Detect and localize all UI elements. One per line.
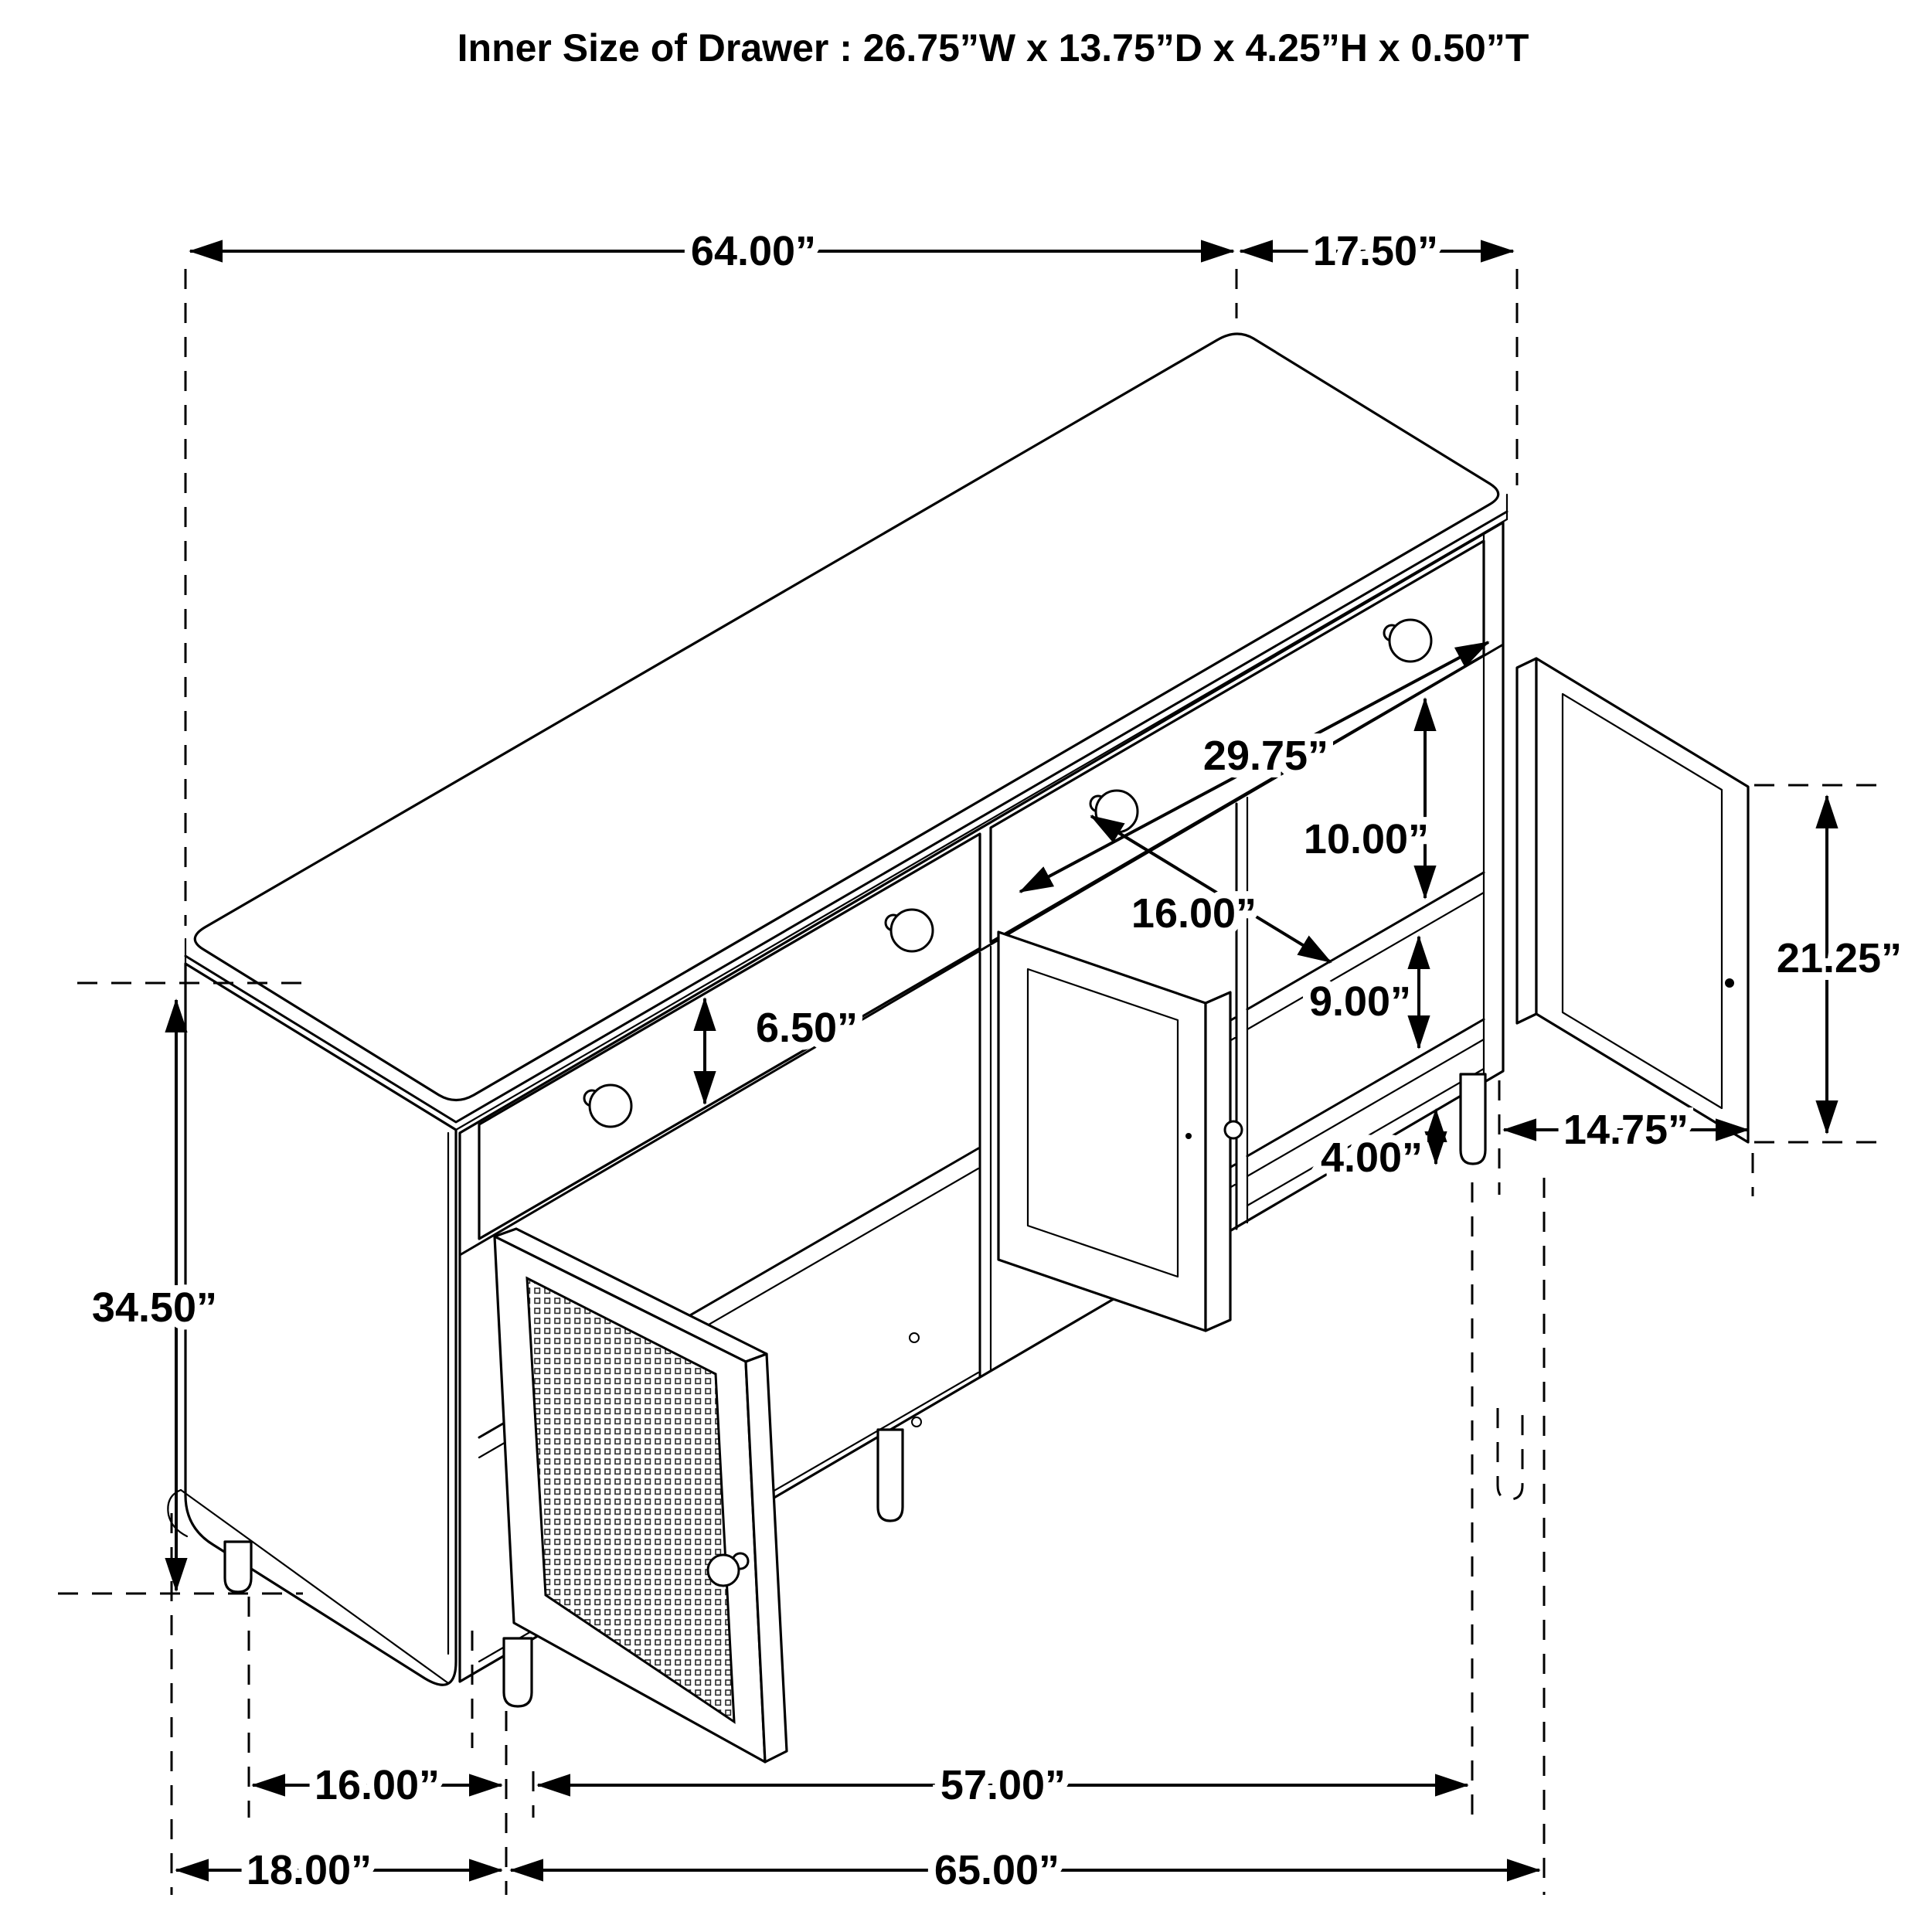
dim-shelf-depth-label: 16.00”: [1131, 890, 1257, 937]
right-front-leg: [1461, 1074, 1485, 1164]
right-door: [1517, 658, 1748, 1142]
shelf-pin-hole: [912, 1417, 921, 1427]
middle-door-edge: [1206, 992, 1230, 1331]
hidden-leg-dashed: [1498, 1408, 1522, 1499]
dim-top-depth-label: 17.50”: [1312, 228, 1439, 274]
dim-leg-spacing-label: 16.00”: [314, 1762, 440, 1808]
middle-front-leg: [878, 1430, 903, 1521]
dim-lower-gap-label: 9.00”: [1308, 978, 1412, 1025]
dim-door-width-label: 14.75”: [1563, 1107, 1689, 1153]
dim-top-width-label: 64.00”: [690, 228, 817, 274]
front-left-leg: [504, 1638, 532, 1706]
dim-leg-height-label: 4.00”: [1320, 1134, 1423, 1181]
shelf-pin-hole: [910, 1333, 919, 1342]
right-door-edge: [1517, 658, 1536, 1023]
dim-drawer-width-label: 29.75”: [1202, 733, 1329, 779]
right-door-face: [1536, 658, 1748, 1142]
dim-side-depth-label: 18.00”: [246, 1847, 372, 1893]
dim-door-height-label: 21.25”: [1776, 935, 1903, 981]
dim-drawer-height-label: 6.50”: [755, 1005, 859, 1051]
dim-inner-width-label: 57.00”: [940, 1762, 1066, 1808]
left-door-knob: [708, 1555, 739, 1586]
dim-upper-gap-label: 10.00”: [1303, 816, 1430, 862]
middle-door-knob: [1225, 1121, 1242, 1138]
right-door-knob: [1725, 978, 1734, 988]
middle-door-face: [998, 932, 1206, 1331]
dim-overall-height-label: 34.50”: [91, 1284, 218, 1331]
back-left-leg: [225, 1542, 251, 1592]
dim-overall-width-label: 65.00”: [934, 1847, 1060, 1893]
diagram-title: Inner Size of Drawer : 26.75”W x 13.75”D x 4.25”H x 0.50”T: [457, 26, 1529, 70]
